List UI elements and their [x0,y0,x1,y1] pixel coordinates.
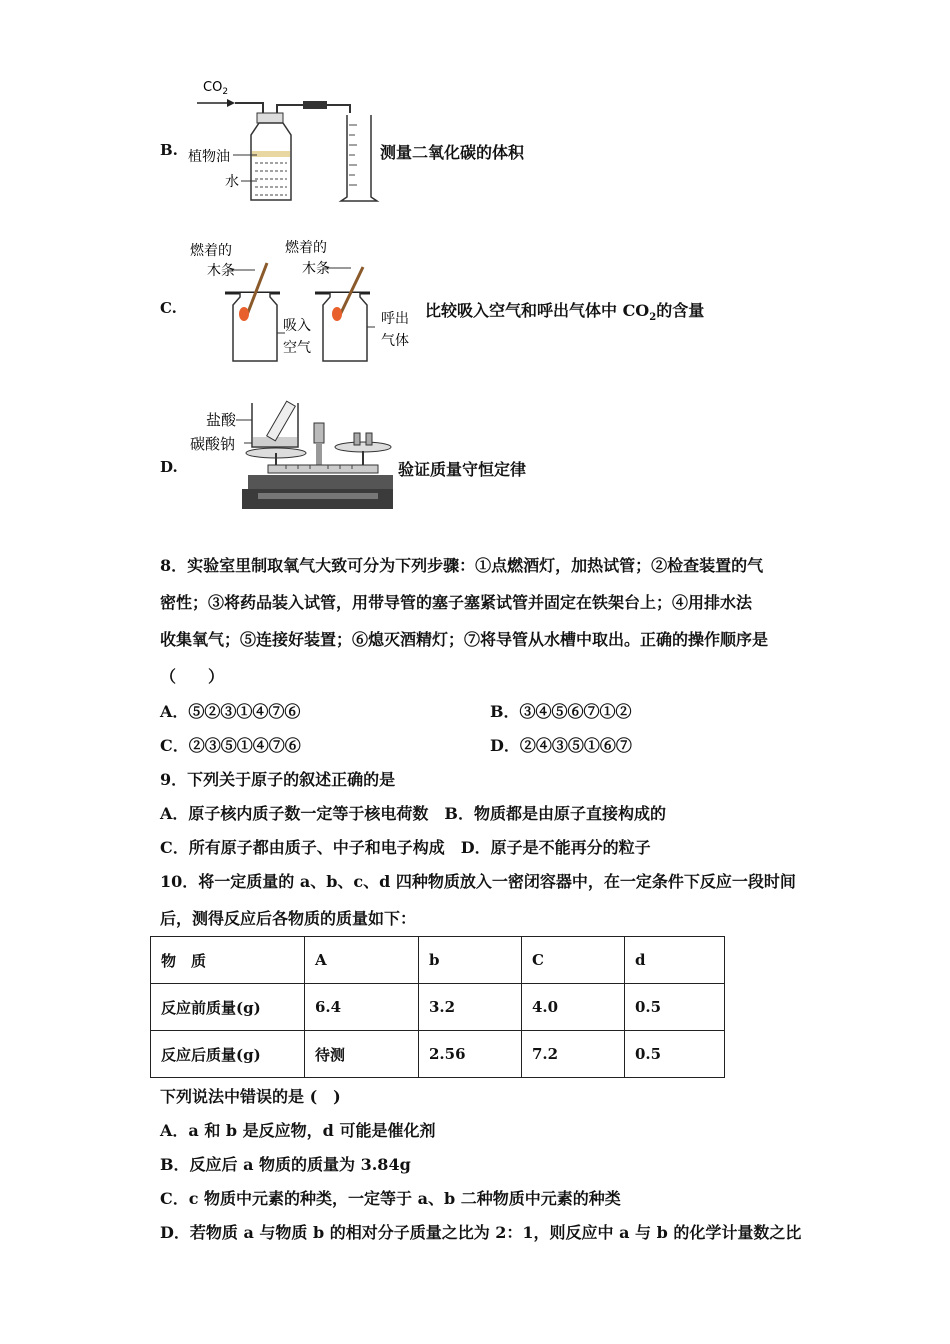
option-b-desc: 测量二氧化碳的体积 [380,143,525,162]
table-row [151,1031,725,1078]
table-row [151,984,725,1031]
sodium-carbonate-label: 碳酸钠 [190,435,236,453]
mass-table [150,936,725,1078]
table-cell: 待测 [305,1031,419,1078]
q9-stem: 9．下列关于原子的叙述正确的是 [160,770,396,789]
q10-stem-line-1: 10．将一定质量的 a、b、c、d 四种物质放入一密闭容器中，在一定条件下反应一段时间 [160,872,796,891]
table-cell: 4.0 [522,984,625,1031]
table-cell: 6.4 [305,984,419,1031]
q8-stem-line-1: 8．实验室里制取氧气大致可分为下列步骤：①点燃酒灯，加热试管；②检查装置的气 [160,556,764,575]
table-cell: 物 质 [151,937,305,984]
stick-label-1: 木条 [207,263,235,279]
q8-option-d: D．②④③⑤①⑥⑦ [490,736,632,755]
q8-stem-line-3: 收集氧气；⑤连接好装置；⑥熄灭酒精灯；⑦将导管从水槽中取出。正确的操作顺序是 [160,630,769,649]
burning-stick-label-2: 燃着的 [285,240,327,256]
table-cell: b [419,937,522,984]
hydrochloric-acid-label: 盐酸 [206,411,237,429]
breath-comparison-apparatus [185,235,425,365]
table-cell: 反应后质量(g) [151,1031,305,1078]
exhaled-gas-label-1: 呼出 [381,311,409,327]
table-cell: d [625,937,725,984]
q8-option-a: A．⑤②③①④⑦⑥ [160,702,301,721]
option-b-label: B. [160,141,178,159]
table-cell: 3.2 [419,984,522,1031]
co2-label: $CO_2$ [203,80,229,97]
table-cell: A [305,937,419,984]
table-cell: 0.5 [625,1031,725,1078]
q10-option-d: D．若物质 a 与物质 b 的相对分子质量之比为 2：1，则反应中 a 与 b 的化学计量数之比 [160,1223,802,1242]
q10-option-c: C．c 物质中元素的种类，一定等于 a、b 二种物质中元素的种类 [160,1189,621,1208]
q8-stem-line-4: （ ） [160,667,225,686]
co2-measure-apparatus [185,75,385,210]
water-label: 水 [225,174,239,190]
table-cell: C [522,937,625,984]
option-c-desc: 比较吸入空气和呼出气体中 $CO_2$的含量 [425,301,705,324]
option-d-label: D. [160,458,178,476]
vegetable-oil-label: 植物油 [188,149,230,165]
table-header-row [151,937,725,984]
q10-prompt: 下列说法中错误的是 ( ) [160,1087,341,1106]
inhaled-air-label-1: 吸入 [283,318,311,334]
option-d-desc: 验证质量守恒定律 [398,460,527,479]
q8-stem-line-2: 密性；③将药品装入试管，用带导管的塞子塞紧试管并固定在铁架台上；④用排水法 [160,593,753,612]
q10-option-b: B．反应后 a 物质的质量为 3.84g [160,1155,411,1174]
table-cell: 0.5 [625,984,725,1031]
table-cell: 反应前质量(g) [151,984,305,1031]
table-cell: 7.2 [522,1031,625,1078]
stick-label-2: 木条 [302,261,330,277]
option-c-label: C. [160,299,177,317]
q8-option-c: C．②③⑤①④⑦⑥ [160,736,301,755]
inhaled-air-label-2: 空气 [283,340,311,356]
q8-option-b: B．③④⑤⑥⑦①② [490,702,632,721]
q10-stem-line-2: 后，测得反应后各物质的质量如下： [160,909,417,928]
q10-option-a: A．a 和 b 是反应物，d 可能是催化剂 [160,1121,436,1140]
exhaled-gas-label-2: 气体 [381,333,409,349]
q9-options-row-2: C．所有原子都由质子、中子和电子构成 D．原子是不能再分的粒子 [160,838,651,857]
mass-conservation-balance [188,395,393,515]
burning-stick-label-1: 燃着的 [190,243,232,259]
q9-options-row-1: A．原子核内质子数一定等于核电荷数 B．物质都是由原子直接构成的 [160,804,666,823]
table-cell: 2.56 [419,1031,522,1078]
